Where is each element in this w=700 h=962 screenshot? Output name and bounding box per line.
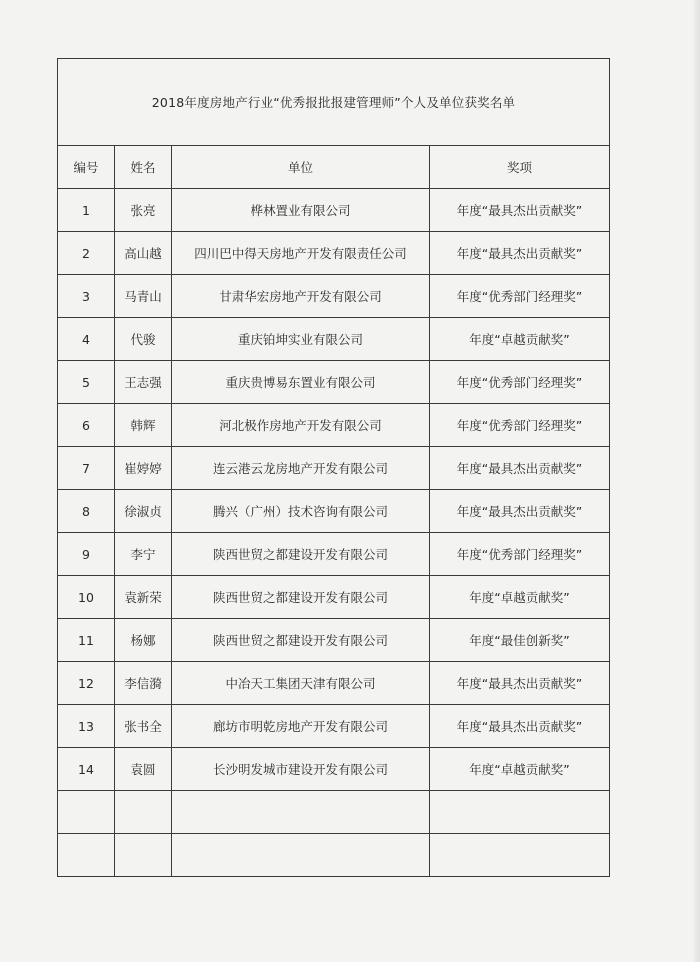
cell-name — [115, 834, 172, 877]
cell-award: 年度“最具杰出贡献奖” — [430, 232, 610, 275]
cell-award: 年度“优秀部门经理奖” — [430, 404, 610, 447]
cell-award: 年度“优秀部门经理奖” — [430, 533, 610, 576]
title-row — [58, 59, 610, 146]
table-row — [58, 533, 610, 576]
header-no: 编号 — [58, 146, 115, 189]
cell-unit: 重庆贵博易东置业有限公司 — [172, 361, 430, 404]
cell-no — [58, 834, 115, 877]
cell-name: 王志强 — [115, 361, 172, 404]
cell-name: 代骏 — [115, 318, 172, 361]
cell-award: 年度“最佳创新奖” — [430, 619, 610, 662]
cell-name: 张书全 — [115, 705, 172, 748]
cell-award: 年度“卓越贡献奖” — [430, 318, 610, 361]
cell-award: 年度“最具杰出贡献奖” — [430, 705, 610, 748]
award-list-table — [57, 58, 610, 877]
cell-award: 年度“最具杰出贡献奖” — [430, 662, 610, 705]
table-row — [58, 619, 610, 662]
cell-no: 7 — [58, 447, 115, 490]
table-row — [58, 447, 610, 490]
table-row — [58, 404, 610, 447]
cell-award: 年度“最具杰出贡献奖” — [430, 447, 610, 490]
table-row — [58, 791, 610, 834]
cell-no: 4 — [58, 318, 115, 361]
table-row — [58, 662, 610, 705]
cell-award — [430, 791, 610, 834]
cell-no — [58, 791, 115, 834]
cell-name: 袁圆 — [115, 748, 172, 791]
table-row — [58, 275, 610, 318]
cell-unit: 河北极作房地产开发有限公司 — [172, 404, 430, 447]
cell-unit: 中冶天工集团天津有限公司 — [172, 662, 430, 705]
cell-award: 年度“最具杰出贡献奖” — [430, 490, 610, 533]
table-row — [58, 318, 610, 361]
cell-no: 1 — [58, 189, 115, 232]
cell-unit — [172, 791, 430, 834]
header-name: 姓名 — [115, 146, 172, 189]
cell-unit: 连云港云龙房地产开发有限公司 — [172, 447, 430, 490]
table-row — [58, 576, 610, 619]
cell-award: 年度“优秀部门经理奖” — [430, 275, 610, 318]
table-row — [58, 189, 610, 232]
cell-no: 6 — [58, 404, 115, 447]
cell-name: 张亮 — [115, 189, 172, 232]
cell-no: 13 — [58, 705, 115, 748]
cell-name: 袁新荣 — [115, 576, 172, 619]
document-title: 2018年度房地产行业“优秀报批报建管理师”个人及单位获奖名单 — [58, 59, 610, 146]
cell-unit: 腾兴（广州）技术咨询有限公司 — [172, 490, 430, 533]
table-row — [58, 748, 610, 791]
cell-name: 韩辉 — [115, 404, 172, 447]
cell-unit — [172, 834, 430, 877]
cell-name: 李宁 — [115, 533, 172, 576]
cell-award: 年度“优秀部门经理奖” — [430, 361, 610, 404]
cell-name: 杨娜 — [115, 619, 172, 662]
table-row — [58, 232, 610, 275]
cell-no: 3 — [58, 275, 115, 318]
cell-no: 12 — [58, 662, 115, 705]
header-unit: 单位 — [172, 146, 430, 189]
cell-no: 5 — [58, 361, 115, 404]
cell-award: 年度“卓越贡献奖” — [430, 576, 610, 619]
cell-unit: 桦林置业有限公司 — [172, 189, 430, 232]
header-row — [58, 146, 610, 189]
cell-unit: 陕西世贸之都建设开发有限公司 — [172, 619, 430, 662]
cell-unit: 长沙明发城市建设开发有限公司 — [172, 748, 430, 791]
cell-name: 高山越 — [115, 232, 172, 275]
cell-name: 徐淑贞 — [115, 490, 172, 533]
cell-award — [430, 834, 610, 877]
cell-unit: 重庆铂坤实业有限公司 — [172, 318, 430, 361]
cell-unit: 陕西世贸之都建设开发有限公司 — [172, 533, 430, 576]
cell-unit: 廊坊市明乾房地产开发有限公司 — [172, 705, 430, 748]
paper-edge-shadow — [692, 0, 700, 962]
cell-name: 马青山 — [115, 275, 172, 318]
cell-name: 李信漪 — [115, 662, 172, 705]
table-row — [58, 705, 610, 748]
table-row — [58, 834, 610, 877]
cell-no: 2 — [58, 232, 115, 275]
cell-no: 10 — [58, 576, 115, 619]
cell-no: 8 — [58, 490, 115, 533]
cell-award: 年度“卓越贡献奖” — [430, 748, 610, 791]
table-row — [58, 361, 610, 404]
header-award: 奖项 — [430, 146, 610, 189]
cell-no: 9 — [58, 533, 115, 576]
cell-unit: 四川巴中得天房地产开发有限责任公司 — [172, 232, 430, 275]
cell-unit: 甘肃华宏房地产开发有限公司 — [172, 275, 430, 318]
cell-award: 年度“最具杰出贡献奖” — [430, 189, 610, 232]
cell-unit: 陕西世贸之都建设开发有限公司 — [172, 576, 430, 619]
cell-name — [115, 791, 172, 834]
cell-no: 11 — [58, 619, 115, 662]
cell-no: 14 — [58, 748, 115, 791]
table-row — [58, 490, 610, 533]
cell-name: 崔婷婷 — [115, 447, 172, 490]
